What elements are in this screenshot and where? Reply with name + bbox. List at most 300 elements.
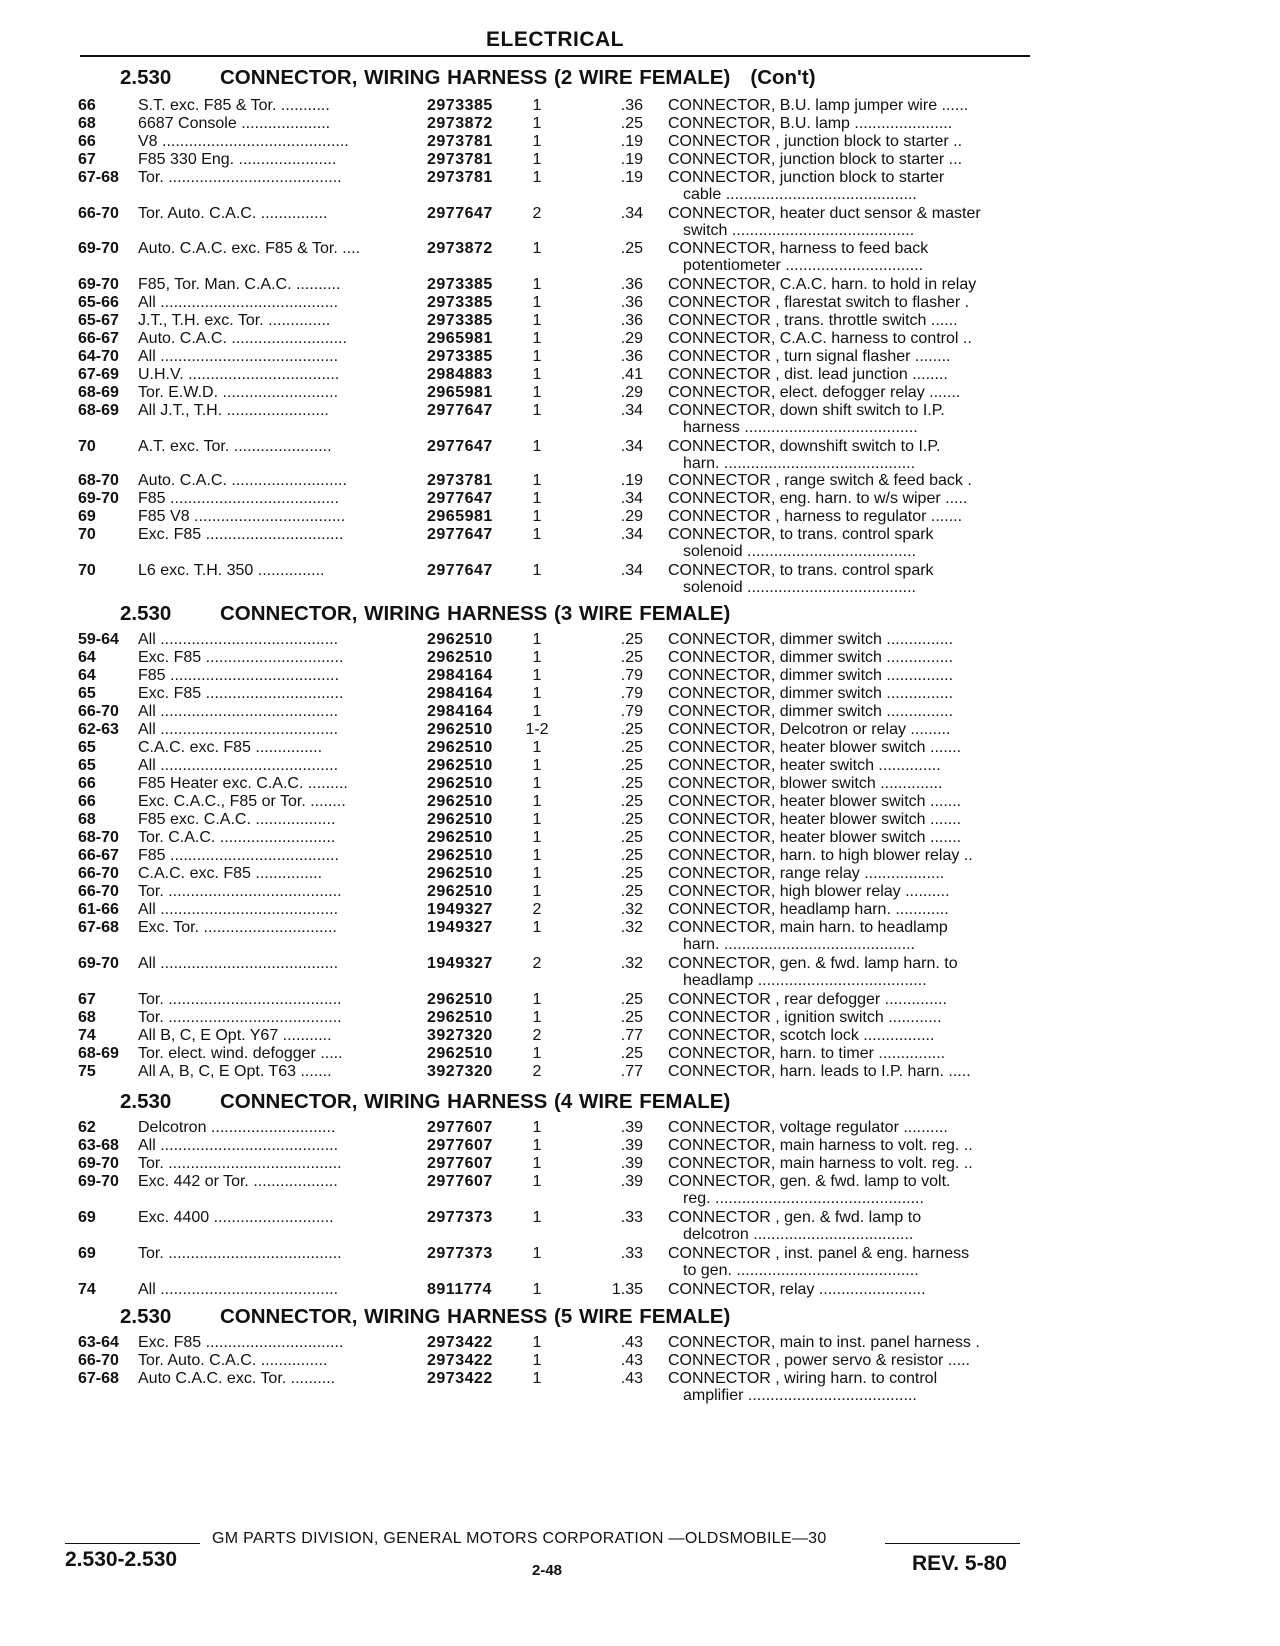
price: .25 [620, 115, 643, 132]
model-years: 66 [78, 133, 96, 150]
part-number: 2977607 [427, 1173, 493, 1190]
description: CONNECTOR , wiring harn. to control [668, 1370, 938, 1387]
description: CONNECTOR , flarestat switch to flasher . [668, 294, 970, 311]
section-number: 2.530 [120, 1305, 172, 1328]
price: .34 [620, 562, 643, 579]
model-years: 69-70 [78, 1155, 119, 1172]
price: .29 [620, 384, 643, 401]
part-number: 2962510 [427, 811, 493, 828]
description: CONNECTOR , harness to regulator ....... [668, 508, 963, 525]
part-number: 2973385 [427, 294, 493, 311]
quantity: 1 [532, 703, 542, 720]
part-number: 2984164 [427, 703, 493, 720]
quantity: 1 [532, 402, 542, 419]
description: CONNECTOR , trans. throttle switch ...... [668, 312, 958, 329]
price: .34 [620, 205, 643, 222]
description: CONNECTOR, harn. leads to I.P. harn. ..... [668, 1063, 971, 1080]
application: L6 exc. T.H. 350 ............... [138, 562, 325, 579]
quantity: 1 [532, 865, 542, 882]
footer-revision: REV. 5-80 [912, 1552, 1007, 1575]
price: .25 [620, 847, 643, 864]
description-continuation: switch ......................................... [683, 222, 915, 239]
quantity: 1 [532, 847, 542, 864]
quantity: 1 [532, 775, 542, 792]
part-number: 2962510 [427, 1009, 493, 1026]
quantity: 2 [532, 955, 542, 972]
footer-section-range: 2.530-2.530 [65, 1548, 178, 1571]
description-continuation: solenoid ...................................... [683, 543, 916, 560]
quantity: 1 [532, 151, 542, 168]
part-number: 2973872 [427, 115, 493, 132]
model-years: 67-68 [78, 1370, 119, 1387]
description: CONNECTOR, main to inst. panel harness . [668, 1334, 980, 1351]
section-heading [120, 1090, 730, 1114]
description-continuation: harness ....................................... [683, 419, 918, 436]
model-years: 67-68 [78, 169, 119, 186]
model-years: 67-69 [78, 366, 119, 383]
description: CONNECTOR, heater blower switch ....... [668, 811, 962, 828]
model-years: 74 [78, 1281, 96, 1298]
part-number: 2973422 [427, 1352, 493, 1369]
description: CONNECTOR, eng. harn. to w/s wiper ..... [668, 490, 968, 507]
application: Tor. ....................................... [138, 169, 342, 186]
application: All ........................................ [138, 901, 339, 918]
quantity: 1 [532, 526, 542, 543]
page-title: ELECTRICAL [486, 28, 624, 51]
model-years: 62 [78, 1119, 96, 1136]
quantity: 1 [532, 508, 542, 525]
price: .36 [620, 348, 643, 365]
price: .39 [620, 1119, 643, 1136]
description: CONNECTOR, heater duct sensor & master [668, 205, 981, 222]
price: .43 [620, 1352, 643, 1369]
price: .25 [620, 1009, 643, 1026]
model-years: 68-70 [78, 472, 119, 489]
application: F85 ...................................... [138, 490, 339, 507]
part-number: 2977373 [427, 1245, 493, 1262]
description: CONNECTOR, B.U. lamp jumper wire ...... [668, 97, 969, 114]
application: All ........................................ [138, 757, 339, 774]
price: .25 [620, 240, 643, 257]
footer-rule-right [885, 1543, 1020, 1544]
quantity: 1 [532, 348, 542, 365]
part-number: 2965981 [427, 330, 493, 347]
section-title: CONNECTOR, WIRING HARNESS (2 WIRE FEMALE) (Con't) [220, 66, 816, 89]
description: CONNECTOR, heater blower switch ....... [668, 793, 962, 810]
model-years: 68-69 [78, 384, 119, 401]
application: All ........................................ [138, 348, 339, 365]
model-years: 65 [78, 757, 96, 774]
model-years: 65 [78, 685, 96, 702]
part-number: 2973781 [427, 133, 493, 150]
section-number: 2.530 [120, 1090, 172, 1113]
section-heading [120, 1305, 730, 1329]
part-number: 2962510 [427, 1045, 493, 1062]
description: CONNECTOR, harn. to timer ............... [668, 1045, 946, 1062]
quantity: 1 [532, 115, 542, 132]
part-number: 2973385 [427, 348, 493, 365]
model-years: 65-66 [78, 294, 119, 311]
quantity: 1 [532, 240, 542, 257]
model-years: 67 [78, 151, 96, 168]
application: F85 ...................................... [138, 847, 339, 864]
description: CONNECTOR , gen. & fwd. lamp to [668, 1209, 922, 1226]
price: .25 [620, 829, 643, 846]
application: Tor. E.W.D. .......................... [138, 384, 339, 401]
quantity: 1 [532, 1119, 542, 1136]
quantity: 1 [532, 1009, 542, 1026]
header-rule [80, 55, 1030, 57]
application: C.A.C. exc. F85 ............... [138, 739, 323, 756]
description: CONNECTOR , inst. panel & eng. harness [668, 1245, 970, 1262]
price: .79 [620, 703, 643, 720]
model-years: 74 [78, 1027, 96, 1044]
part-number: 2984164 [427, 667, 493, 684]
description: CONNECTOR, dimmer switch ............... [668, 631, 954, 648]
model-years: 64 [78, 649, 96, 666]
price: .34 [620, 438, 643, 455]
description-continuation: cable ........................................... [683, 186, 917, 203]
application: Tor. ....................................... [138, 1245, 342, 1262]
application: All ........................................ [138, 631, 339, 648]
application: Auto. C.A.C. .......................... [138, 330, 347, 347]
price: .43 [620, 1370, 643, 1387]
description: CONNECTOR, high blower relay .......... [668, 883, 950, 900]
price: .25 [620, 991, 643, 1008]
price: .39 [620, 1155, 643, 1172]
description: CONNECTOR, main harn. to headlamp [668, 919, 948, 936]
quantity: 1 [532, 276, 542, 293]
quantity: 1 [532, 649, 542, 666]
price: .25 [620, 811, 643, 828]
application: All ........................................ [138, 1137, 339, 1154]
price: .33 [620, 1209, 643, 1226]
quantity: 1 [532, 562, 542, 579]
description: CONNECTOR, heater blower switch ....... [668, 739, 962, 756]
description: CONNECTOR , rear defogger .............. [668, 991, 947, 1008]
price: .79 [620, 685, 643, 702]
application: J.T., T.H. exc. Tor. .............. [138, 312, 331, 329]
quantity: 2 [532, 901, 542, 918]
model-years: 70 [78, 526, 96, 543]
model-years: 66-70 [78, 703, 119, 720]
price: .32 [620, 955, 643, 972]
model-years: 69 [78, 508, 96, 525]
model-years: 68 [78, 1009, 96, 1026]
description-continuation: potentiometer ............................... [683, 257, 924, 274]
quantity: 1 [532, 438, 542, 455]
price: .39 [620, 1137, 643, 1154]
quantity: 1 [532, 384, 542, 401]
quantity: 1 [532, 1245, 542, 1262]
part-number: 3927320 [427, 1027, 493, 1044]
application: Auto. C.A.C. exc. F85 & Tor. .... [138, 240, 361, 257]
application: V8 .......................................... [138, 133, 349, 150]
quantity: 1 [532, 1045, 542, 1062]
description: CONNECTOR, dimmer switch ............... [668, 703, 954, 720]
section-title: CONNECTOR, WIRING HARNESS (5 WIRE FEMALE) [220, 1305, 731, 1328]
part-number: 1949327 [427, 901, 493, 918]
model-years: 66 [78, 97, 96, 114]
section-number: 2.530 [120, 66, 172, 89]
price: .19 [620, 151, 643, 168]
description: CONNECTOR, main harness to volt. reg. .. [668, 1137, 973, 1154]
model-years: 66-70 [78, 1352, 119, 1369]
part-number: 2973781 [427, 169, 493, 186]
price: .25 [620, 721, 643, 738]
part-number: 2977607 [427, 1119, 493, 1136]
application: Auto C.A.C. exc. Tor. .......... [138, 1370, 336, 1387]
quantity: 1 [532, 757, 542, 774]
application: Exc. F85 ............................... [138, 685, 344, 702]
price: 1.35 [611, 1281, 643, 1298]
part-number: 2977647 [427, 402, 493, 419]
model-years: 69-70 [78, 955, 119, 972]
quantity: 2 [532, 1027, 542, 1044]
description-continuation: to gen. ......................................... [683, 1262, 919, 1279]
quantity: 1 [532, 472, 542, 489]
application: F85, Tor. Man. C.A.C. .......... [138, 276, 341, 293]
price: .25 [620, 793, 643, 810]
price: .25 [620, 649, 643, 666]
price: .77 [620, 1027, 643, 1044]
description: CONNECTOR, to trans. control spark [668, 526, 934, 543]
quantity: 1 [532, 883, 542, 900]
part-number: 2977607 [427, 1137, 493, 1154]
application: All ........................................ [138, 955, 339, 972]
price: .34 [620, 490, 643, 507]
footer-rule-left [65, 1543, 200, 1544]
description: CONNECTOR , turn signal flasher ........ [668, 348, 951, 365]
part-number: 2973385 [427, 312, 493, 329]
description: CONNECTOR , dist. lead junction ........ [668, 366, 948, 383]
price: .19 [620, 472, 643, 489]
part-number: 2973422 [427, 1334, 493, 1351]
description: CONNECTOR, B.U. lamp ...................... [668, 115, 953, 132]
description-continuation: harn. ........................................... [683, 936, 916, 953]
application: F85 exc. C.A.C. .................. [138, 811, 336, 828]
part-number: 2962510 [427, 829, 493, 846]
part-number: 2973872 [427, 240, 493, 257]
quantity: 1 [532, 169, 542, 186]
application: Exc. C.A.C., F85 or Tor. ........ [138, 793, 346, 810]
part-number: 2962510 [427, 739, 493, 756]
part-number: 1949327 [427, 955, 493, 972]
quantity: 1 [532, 1370, 542, 1387]
part-number: 2973422 [427, 1370, 493, 1387]
price: .32 [620, 901, 643, 918]
model-years: 68-69 [78, 1045, 119, 1062]
part-number: 2962510 [427, 865, 493, 882]
description: CONNECTOR, scotch lock ................ [668, 1027, 935, 1044]
quantity: 1 [532, 631, 542, 648]
price: .32 [620, 919, 643, 936]
price: .25 [620, 1045, 643, 1062]
description: CONNECTOR, voltage regulator .......... [668, 1119, 948, 1136]
model-years: 66-67 [78, 847, 119, 864]
part-number: 2973385 [427, 97, 493, 114]
part-number: 2962510 [427, 883, 493, 900]
model-years: 69 [78, 1209, 96, 1226]
part-number: 2977647 [427, 438, 493, 455]
description: CONNECTOR, relay ........................ [668, 1281, 926, 1298]
description: CONNECTOR, range relay .................. [668, 865, 945, 882]
price: .36 [620, 312, 643, 329]
description: CONNECTOR, down shift switch to I.P. [668, 402, 945, 419]
description: CONNECTOR , power servo & resistor ..... [668, 1352, 970, 1369]
quantity: 1 [532, 1334, 542, 1351]
description: CONNECTOR, junction block to starter ... [668, 151, 963, 168]
model-years: 64-70 [78, 348, 119, 365]
quantity: 1 [532, 330, 542, 347]
quantity: 1 [532, 685, 542, 702]
quantity: 1 [532, 1352, 542, 1369]
description: CONNECTOR, main harness to volt. reg. .. [668, 1155, 973, 1172]
application: Exc. Tor. .............................. [138, 919, 337, 936]
description: CONNECTOR, to trans. control spark [668, 562, 934, 579]
model-years: 63-68 [78, 1137, 119, 1154]
part-number: 2962510 [427, 649, 493, 666]
description: CONNECTOR, junction block to starter [668, 169, 945, 186]
part-number: 2973781 [427, 472, 493, 489]
description: CONNECTOR, C.A.C. harness to control .. [668, 330, 972, 347]
quantity: 1 [532, 1137, 542, 1154]
model-years: 70 [78, 562, 96, 579]
model-years: 68-70 [78, 829, 119, 846]
application: All ........................................ [138, 294, 339, 311]
description: CONNECTOR, blower switch .............. [668, 775, 943, 792]
price: .25 [620, 883, 643, 900]
model-years: 68-69 [78, 402, 119, 419]
quantity: 1 [532, 312, 542, 329]
description: CONNECTOR, harness to feed back [668, 240, 929, 257]
application: Exc. F85 ............................... [138, 649, 344, 666]
application: Tor. elect. wind. defogger ..... [138, 1045, 343, 1062]
price: .34 [620, 526, 643, 543]
price: .36 [620, 294, 643, 311]
part-number: 2962510 [427, 847, 493, 864]
part-number: 2984164 [427, 685, 493, 702]
description: CONNECTOR , range switch & feed back . [668, 472, 972, 489]
part-number: 2977373 [427, 1209, 493, 1226]
price: .19 [620, 169, 643, 186]
price: .43 [620, 1334, 643, 1351]
description-continuation: reg. ............................................... [683, 1190, 924, 1207]
application: Exc. 442 or Tor. ................... [138, 1173, 338, 1190]
footer-page-number: 2-48 [532, 1562, 563, 1579]
part-number: 2977647 [427, 526, 493, 543]
part-number: 2962510 [427, 721, 493, 738]
price: .36 [620, 276, 643, 293]
application: Auto. C.A.C. .......................... [138, 472, 347, 489]
quantity: 1 [532, 294, 542, 311]
model-years: 64 [78, 667, 96, 684]
application: Tor. Auto. C.A.C. ............... [138, 205, 328, 222]
application: Tor. ....................................... [138, 883, 342, 900]
price: .25 [620, 757, 643, 774]
quantity: 1 [532, 991, 542, 1008]
model-years: 68 [78, 811, 96, 828]
model-years: 66-70 [78, 883, 119, 900]
price: .36 [620, 97, 643, 114]
footer-publisher: GM PARTS DIVISION, GENERAL MOTORS CORPORATION —OLDSMOBILE—30 [212, 1530, 827, 1547]
price: .25 [620, 739, 643, 756]
quantity: 1 [532, 739, 542, 756]
model-years: 68 [78, 115, 96, 132]
description: CONNECTOR, dimmer switch ............... [668, 685, 954, 702]
price: .19 [620, 133, 643, 150]
application: F85 Heater exc. C.A.C. ......... [138, 775, 348, 792]
part-number: 2977647 [427, 562, 493, 579]
quantity: 1 [532, 1281, 542, 1298]
model-years: 66 [78, 793, 96, 810]
quantity: 1 [532, 1173, 542, 1190]
application: All B, C, E Opt. Y67 ........... [138, 1027, 332, 1044]
quantity: 1 [532, 811, 542, 828]
model-years: 69-70 [78, 276, 119, 293]
description: CONNECTOR , ignition switch ............ [668, 1009, 942, 1026]
application: Exc. F85 ............................... [138, 1334, 344, 1351]
part-number: 2973385 [427, 276, 493, 293]
description: CONNECTOR, dimmer switch ............... [668, 667, 954, 684]
description: CONNECTOR, C.A.C. harn. to hold in relay [668, 276, 977, 293]
price: .33 [620, 1245, 643, 1262]
quantity: 1 [532, 667, 542, 684]
model-years: 67-68 [78, 919, 119, 936]
description: CONNECTOR, Delcotron or relay ......... [668, 721, 951, 738]
quantity: 2 [532, 1063, 542, 1080]
section-heading [120, 602, 730, 626]
description: CONNECTOR, heater blower switch ....... [668, 829, 962, 846]
application: 6687 Console .................... [138, 115, 331, 132]
section-number: 2.530 [120, 602, 172, 625]
application: Tor. ....................................... [138, 991, 342, 1008]
model-years: 69-70 [78, 490, 119, 507]
description: CONNECTOR, elect. defogger relay ....... [668, 384, 961, 401]
application: Tor. Auto. C.A.C. ............... [138, 1352, 328, 1369]
price: .29 [620, 508, 643, 525]
application: Tor. ....................................... [138, 1155, 342, 1172]
price: .79 [620, 667, 643, 684]
part-number: 2962510 [427, 631, 493, 648]
application: F85 V8 .................................. [138, 508, 346, 525]
model-years: 75 [78, 1063, 96, 1080]
part-number: 8911774 [427, 1281, 492, 1298]
quantity: 1-2 [525, 721, 549, 738]
description-continuation: headlamp ...................................... [683, 972, 927, 989]
model-years: 69-70 [78, 240, 119, 257]
price: .34 [620, 402, 643, 419]
quantity: 1 [532, 829, 542, 846]
section-heading [120, 66, 816, 90]
part-number: 2973781 [427, 151, 493, 168]
application: Exc. 4400 ........................... [138, 1209, 334, 1226]
model-years: 66-70 [78, 865, 119, 882]
description: CONNECTOR, heater switch .............. [668, 757, 941, 774]
description-continuation: solenoid ...................................... [683, 579, 916, 596]
application: Tor. C.A.C. .......................... [138, 829, 336, 846]
part-number: 2984883 [427, 366, 493, 383]
description: CONNECTOR, harn. to high blower relay .. [668, 847, 973, 864]
quantity: 1 [532, 490, 542, 507]
application: F85 ...................................... [138, 667, 339, 684]
application: A.T. exc. Tor. ...................... [138, 438, 332, 455]
description: CONNECTOR, gen. & fwd. lamp to volt. [668, 1173, 951, 1190]
application: Exc. F85 ............................... [138, 526, 344, 543]
part-number: 2965981 [427, 508, 493, 525]
quantity: 1 [532, 1209, 542, 1226]
application: S.T. exc. F85 & Tor. ........... [138, 97, 330, 114]
